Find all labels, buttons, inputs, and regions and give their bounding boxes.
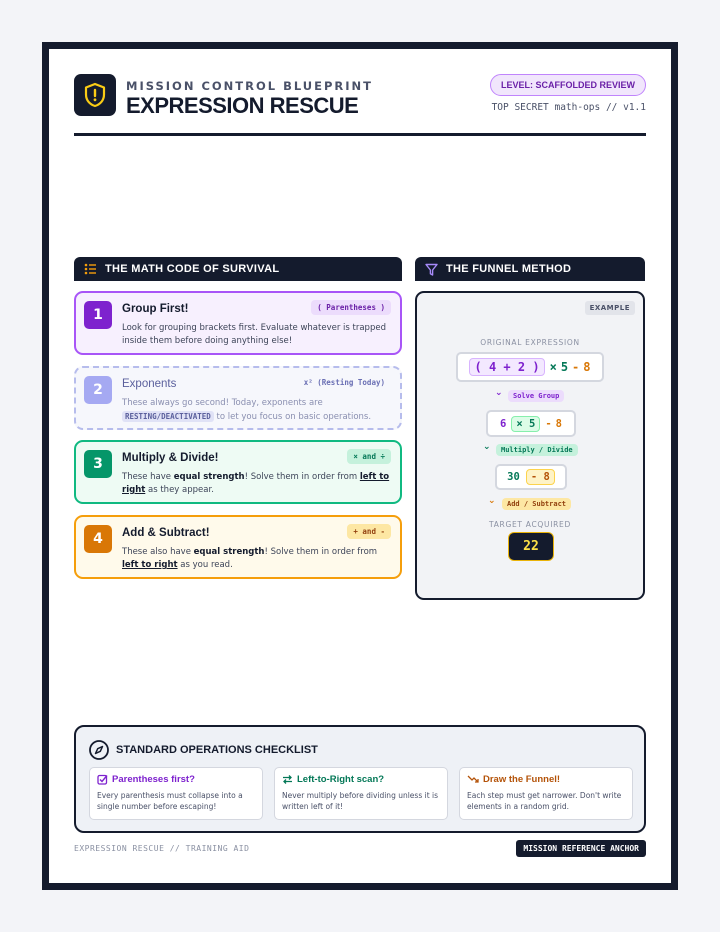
rules-section-title: THE MATH CODE OF SURVIVAL — [105, 263, 280, 275]
rule-tag: ( Parentheses ) — [311, 300, 391, 315]
chevron-down-icon: ⌄ — [488, 496, 496, 506]
trend-down-icon — [467, 774, 479, 785]
rule-description: Look for grouping brackets first. Evaluate whatever is trapped inside them before doing anything else! — [122, 323, 386, 346]
swap-arrows-icon — [282, 774, 293, 785]
funnel-icon — [425, 263, 438, 276]
rule-number: 3 — [84, 450, 112, 478]
shield-alert-icon — [74, 74, 116, 116]
rule-description: These also have equal strength! Solve them in order from left to right as you read. — [122, 547, 378, 570]
footer-badge: MISSION REFERENCE ANCHOR — [516, 840, 646, 857]
compass-icon — [88, 739, 110, 761]
op-label-solve-group: Solve Group — [508, 390, 564, 402]
rule-number: 1 — [84, 301, 112, 329]
operations-checklist — [74, 725, 646, 833]
multiply-group: × 5 — [511, 416, 540, 432]
rule-card-parentheses — [74, 291, 402, 355]
checklist-title: STANDARD OPERATIONS CHECKLIST — [116, 744, 318, 756]
checklist-item-desc: Each step must get narrower. Don't write elements in a random grid. — [467, 791, 622, 811]
list-icon — [84, 263, 97, 275]
subtract-group: - 8 — [526, 469, 555, 485]
checkbox-checked-icon — [97, 774, 108, 785]
checklist-item-title: Left-to-Right scan? — [297, 774, 385, 785]
header — [74, 74, 646, 136]
rule-tag: + and - — [347, 524, 391, 539]
rule-number: 4 — [84, 525, 112, 553]
worksheet — [42, 42, 678, 890]
expression-step-2: 6 × 5 - 8 — [486, 410, 576, 437]
rule-tag: × and ÷ — [347, 449, 391, 464]
checklist-item — [459, 767, 633, 820]
footer-label: EXPRESSION RESCUE // TRAINING AID — [74, 844, 250, 853]
checklist-item-desc: Never multiply before dividing unless it is written left of it! — [282, 791, 439, 811]
rule-card-exponents — [74, 366, 402, 430]
parentheses-group: ( 4 + 2 ) — [469, 358, 544, 376]
funnel-panel — [415, 291, 645, 600]
page-title: EXPRESSION RESCUE — [126, 93, 359, 118]
header-kicker: MISSION CONTROL BLUEPRINT — [126, 79, 374, 93]
rule-description: These always go second! Today, exponents are RESTING/DEACTIVATED to let you focus on basic operations. — [122, 398, 372, 422]
rule-number: 2 — [84, 376, 112, 404]
level-badge: LEVEL: SCAFFOLDED REVIEW — [490, 74, 646, 96]
funnel-section-title: THE FUNNEL METHOD — [446, 263, 572, 275]
funnel-section-header — [415, 257, 645, 281]
chevron-down-icon: ⌄ — [483, 442, 491, 452]
expression-step-original: ( 4 + 2 ) × 5 - 8 — [456, 352, 604, 382]
rule-description: These have equal strength! Solve them in order from left to right as they appear. — [122, 472, 390, 495]
rule-tag: x² (Resting Today) — [303, 378, 385, 387]
checklist-item — [274, 767, 448, 820]
rule-title: Add & Subtract! — [122, 527, 210, 539]
op-label-add-subtract: Add / Subtract — [502, 498, 571, 510]
target-label: TARGET ACQUIRED — [489, 520, 571, 529]
version-label: TOP SECRET math-ops // v1.1 — [491, 102, 646, 113]
op-label-multiply-divide: Multiply / Divide — [496, 444, 578, 456]
result-box: 22 — [508, 532, 554, 561]
rule-title: Multiply & Divide! — [122, 452, 219, 464]
rule-card-add-subtract — [74, 515, 402, 579]
checklist-item — [89, 767, 263, 820]
checklist-item-desc: Every parenthesis must collapse into a single number before escaping! — [97, 791, 243, 811]
example-badge: EXAMPLE — [585, 301, 635, 315]
original-expression-label: ORIGINAL EXPRESSION — [480, 338, 580, 347]
rule-title: Group First! — [122, 303, 189, 315]
rules-section-header — [74, 257, 402, 281]
chevron-down-icon: ⌄ — [495, 388, 503, 398]
expression-step-3: 30 - 8 — [495, 464, 567, 490]
deactivated-chip: RESTING/DEACTIVATED — [122, 411, 214, 422]
rule-card-multiply-divide — [74, 440, 402, 504]
checklist-item-title: Draw the Funnel! — [483, 774, 561, 785]
rule-title: Exponents — [122, 378, 177, 390]
checklist-item-title: Parentheses first? — [112, 774, 195, 785]
